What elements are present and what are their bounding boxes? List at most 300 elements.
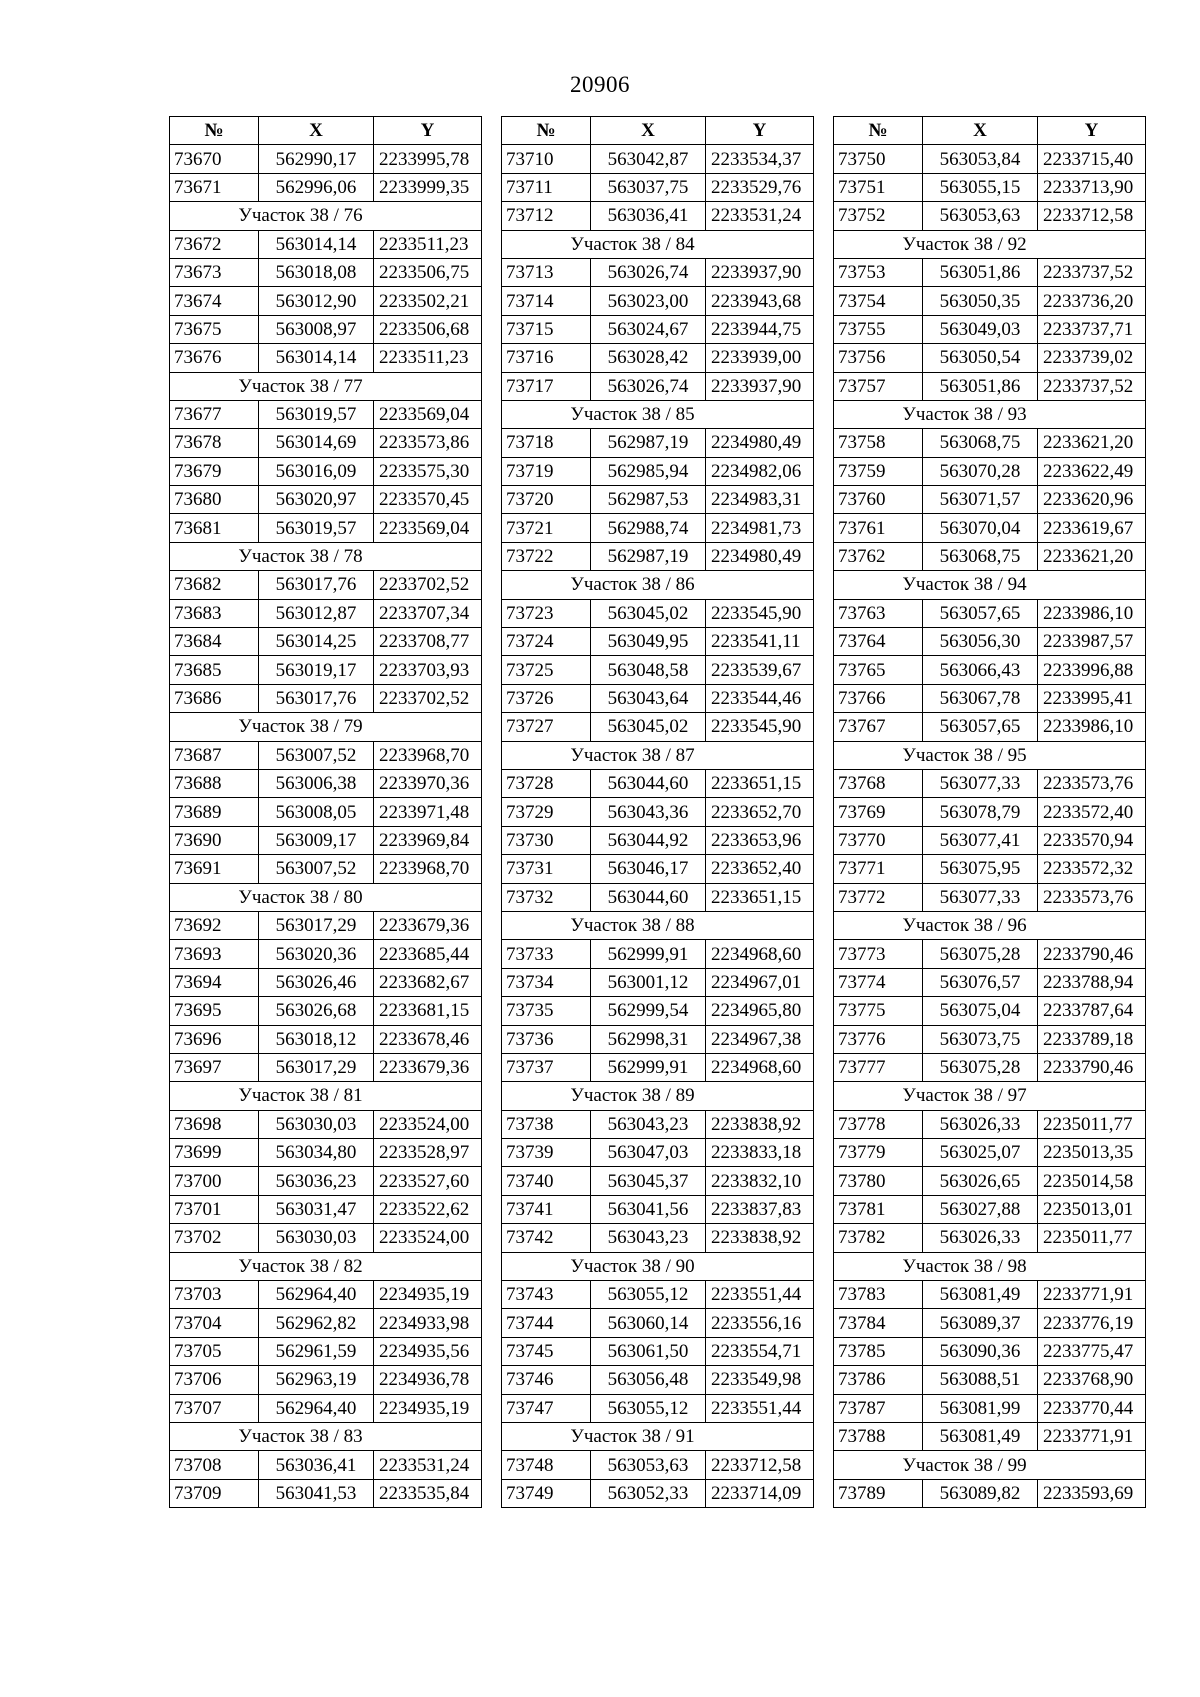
x-coordinate-cell: 563051,86 (923, 258, 1038, 286)
y-coordinate-cell: 2234980,49 (706, 429, 814, 457)
x-coordinate-cell: 563036,23 (259, 1167, 374, 1195)
table-row (170, 1224, 482, 1252)
y-coordinate-cell: 2233570,94 (1038, 826, 1146, 854)
section-row (834, 741, 1146, 769)
x-coordinate-cell: 563007,52 (259, 741, 374, 769)
table-row (502, 940, 814, 968)
x-coordinate-cell: 563060,14 (591, 1309, 706, 1337)
x-coordinate-cell: 562964,40 (259, 1281, 374, 1309)
point-number-cell: 73743 (502, 1281, 591, 1309)
y-coordinate-cell: 2233768,90 (1038, 1366, 1146, 1394)
x-coordinate-cell: 562999,91 (591, 1053, 706, 1081)
x-coordinate-cell: 563020,97 (259, 486, 374, 514)
x-coordinate-cell: 563007,52 (259, 855, 374, 883)
point-number-cell: 73762 (834, 542, 923, 570)
x-coordinate-cell: 563076,57 (923, 968, 1038, 996)
x-coordinate-cell: 563001,12 (591, 968, 706, 996)
section-row (170, 883, 482, 911)
point-number-cell: 73719 (502, 457, 591, 485)
table-row (502, 855, 814, 883)
y-coordinate-cell: 2233788,94 (1038, 968, 1146, 996)
point-number-cell: 73746 (502, 1366, 591, 1394)
x-coordinate-cell: 563043,23 (591, 1224, 706, 1252)
point-number-cell: 73780 (834, 1167, 923, 1195)
point-number-cell: 73772 (834, 883, 923, 911)
table-row (834, 1167, 1146, 1195)
point-number-cell: 73713 (502, 258, 591, 286)
table-row (170, 628, 482, 656)
x-coordinate-cell: 563017,29 (259, 1053, 374, 1081)
column-header-number: № (170, 117, 259, 145)
point-number-cell: 73747 (502, 1394, 591, 1422)
x-coordinate-cell: 563053,63 (923, 202, 1038, 230)
x-coordinate-cell: 563008,05 (259, 798, 374, 826)
table-row (834, 1195, 1146, 1223)
x-coordinate-cell: 563075,28 (923, 940, 1038, 968)
y-coordinate-cell: 2235013,01 (1038, 1195, 1146, 1223)
section-row (170, 1422, 482, 1450)
table-row (502, 542, 814, 570)
section-label: Участок 38 / 96 (834, 911, 1146, 939)
section-row (502, 571, 814, 599)
table-row (170, 230, 482, 258)
y-coordinate-cell: 2233556,16 (706, 1309, 814, 1337)
x-coordinate-cell: 563045,02 (591, 599, 706, 627)
y-coordinate-cell: 2233524,00 (374, 1224, 482, 1252)
y-coordinate-cell: 2233715,40 (1038, 145, 1146, 173)
point-number-cell: 73694 (170, 968, 259, 996)
point-number-cell: 73754 (834, 287, 923, 315)
table-row (502, 1451, 814, 1479)
point-number-cell: 73685 (170, 656, 259, 684)
y-coordinate-cell: 2234936,78 (374, 1366, 482, 1394)
y-coordinate-cell: 2233682,67 (374, 968, 482, 996)
coordinates-table-2 (501, 116, 814, 1508)
x-coordinate-cell: 563026,68 (259, 997, 374, 1025)
x-coordinate-cell: 563089,82 (923, 1479, 1038, 1507)
table-row (834, 315, 1146, 343)
table-row (502, 258, 814, 286)
y-coordinate-cell: 2233522,62 (374, 1195, 482, 1223)
x-coordinate-cell: 563026,33 (923, 1110, 1038, 1138)
section-label: Участок 38 / 91 (502, 1422, 814, 1450)
point-number-cell: 73760 (834, 486, 923, 514)
table-row (502, 1139, 814, 1167)
section-label: Участок 38 / 80 (170, 883, 482, 911)
x-coordinate-cell: 563081,49 (923, 1281, 1038, 1309)
point-number-cell: 73764 (834, 628, 923, 656)
y-coordinate-cell: 2233652,40 (706, 855, 814, 883)
y-coordinate-cell: 2233524,00 (374, 1110, 482, 1138)
point-number-cell: 73721 (502, 514, 591, 542)
column-header-number: № (834, 117, 923, 145)
y-coordinate-cell: 2233968,70 (374, 741, 482, 769)
table-row (502, 1053, 814, 1081)
table-row (170, 997, 482, 1025)
table-row (170, 1309, 482, 1337)
y-coordinate-cell: 2233527,60 (374, 1167, 482, 1195)
x-coordinate-cell: 562987,19 (591, 429, 706, 457)
x-coordinate-cell: 563009,17 (259, 826, 374, 854)
y-coordinate-cell: 2233531,24 (706, 202, 814, 230)
y-coordinate-cell: 2233681,15 (374, 997, 482, 1025)
table-row (834, 344, 1146, 372)
x-coordinate-cell: 563066,43 (923, 656, 1038, 684)
x-coordinate-cell: 563019,17 (259, 656, 374, 684)
y-coordinate-cell: 2233708,77 (374, 628, 482, 656)
y-coordinate-cell: 2233838,92 (706, 1110, 814, 1138)
point-number-cell: 73751 (834, 173, 923, 201)
x-coordinate-cell: 563020,36 (259, 940, 374, 968)
x-coordinate-cell: 562962,82 (259, 1309, 374, 1337)
coordinates-table-3 (833, 116, 1146, 1508)
y-coordinate-cell: 2233620,96 (1038, 486, 1146, 514)
point-number-cell: 73712 (502, 202, 591, 230)
table-row (502, 997, 814, 1025)
table-row (834, 713, 1146, 741)
y-coordinate-cell: 2233712,58 (1038, 202, 1146, 230)
x-coordinate-cell: 563075,95 (923, 855, 1038, 883)
table-row (834, 429, 1146, 457)
table-row (170, 1195, 482, 1223)
table-row (170, 344, 482, 372)
y-coordinate-cell: 2233939,00 (706, 344, 814, 372)
y-coordinate-cell: 2233937,90 (706, 258, 814, 286)
point-number-cell: 73784 (834, 1309, 923, 1337)
table-row (170, 1479, 482, 1507)
section-row (170, 713, 482, 741)
y-coordinate-cell: 2235013,35 (1038, 1139, 1146, 1167)
x-coordinate-cell: 563037,75 (591, 173, 706, 201)
y-coordinate-cell: 2233622,49 (1038, 457, 1146, 485)
point-number-cell: 73749 (502, 1479, 591, 1507)
table-row (502, 486, 814, 514)
section-row (834, 571, 1146, 599)
table-row (170, 968, 482, 996)
point-number-cell: 73734 (502, 968, 591, 996)
table-row (502, 798, 814, 826)
table-row (170, 855, 482, 883)
y-coordinate-cell: 2233545,90 (706, 713, 814, 741)
y-coordinate-cell: 2233653,96 (706, 826, 814, 854)
x-coordinate-cell: 563034,80 (259, 1139, 374, 1167)
point-number-cell: 73735 (502, 997, 591, 1025)
x-coordinate-cell: 563050,35 (923, 287, 1038, 315)
x-coordinate-cell: 563026,33 (923, 1224, 1038, 1252)
point-number-cell: 73714 (502, 287, 591, 315)
column-header-x: X (591, 117, 706, 145)
x-coordinate-cell: 563014,14 (259, 344, 374, 372)
x-coordinate-cell: 563019,57 (259, 400, 374, 428)
section-row (170, 1082, 482, 1110)
point-number-cell: 73696 (170, 1025, 259, 1053)
x-coordinate-cell: 563047,03 (591, 1139, 706, 1167)
table-row (834, 684, 1146, 712)
y-coordinate-cell: 2233593,69 (1038, 1479, 1146, 1507)
x-coordinate-cell: 563026,65 (923, 1167, 1038, 1195)
x-coordinate-cell: 563012,90 (259, 287, 374, 315)
y-coordinate-cell: 2233573,76 (1038, 769, 1146, 797)
table-row (502, 1309, 814, 1337)
table-row (834, 798, 1146, 826)
table-row (502, 1281, 814, 1309)
y-coordinate-cell: 2233737,71 (1038, 315, 1146, 343)
x-coordinate-cell: 563073,75 (923, 1025, 1038, 1053)
x-coordinate-cell: 563018,12 (259, 1025, 374, 1053)
point-number-cell: 73672 (170, 230, 259, 258)
x-coordinate-cell: 563068,75 (923, 542, 1038, 570)
point-number-cell: 73690 (170, 826, 259, 854)
point-number-cell: 73695 (170, 997, 259, 1025)
y-coordinate-cell: 2233943,68 (706, 287, 814, 315)
table-row (170, 145, 482, 173)
y-coordinate-cell: 2233770,44 (1038, 1394, 1146, 1422)
point-number-cell: 73679 (170, 457, 259, 485)
point-number-cell: 73771 (834, 855, 923, 883)
point-number-cell: 73726 (502, 684, 591, 712)
section-label: Участок 38 / 76 (170, 202, 482, 230)
point-number-cell: 73756 (834, 344, 923, 372)
x-coordinate-cell: 563044,92 (591, 826, 706, 854)
table-row (834, 258, 1146, 286)
y-coordinate-cell: 2233679,36 (374, 911, 482, 939)
point-number-cell: 73686 (170, 684, 259, 712)
x-coordinate-cell: 563055,12 (591, 1281, 706, 1309)
column-header-y: Y (1038, 117, 1146, 145)
point-number-cell: 73711 (502, 173, 591, 201)
x-coordinate-cell: 563049,95 (591, 628, 706, 656)
x-coordinate-cell: 563045,37 (591, 1167, 706, 1195)
x-coordinate-cell: 563077,33 (923, 883, 1038, 911)
table-row (834, 173, 1146, 201)
point-number-cell: 73693 (170, 940, 259, 968)
table-header-row (834, 117, 1146, 145)
x-coordinate-cell: 563014,25 (259, 628, 374, 656)
point-number-cell: 73680 (170, 486, 259, 514)
section-label: Участок 38 / 97 (834, 1082, 1146, 1110)
y-coordinate-cell: 2234935,19 (374, 1394, 482, 1422)
table-row (170, 514, 482, 542)
section-label: Участок 38 / 87 (502, 741, 814, 769)
y-coordinate-cell: 2233651,15 (706, 769, 814, 797)
point-number-cell: 73774 (834, 968, 923, 996)
x-coordinate-cell: 563067,78 (923, 684, 1038, 712)
point-number-cell: 73738 (502, 1110, 591, 1138)
table-row (170, 599, 482, 627)
table-row (502, 429, 814, 457)
x-coordinate-cell: 563036,41 (591, 202, 706, 230)
y-coordinate-cell: 2233771,91 (1038, 1281, 1146, 1309)
y-coordinate-cell: 2233986,10 (1038, 599, 1146, 627)
point-number-cell: 73739 (502, 1139, 591, 1167)
y-coordinate-cell: 2235014,58 (1038, 1167, 1146, 1195)
y-coordinate-cell: 2233789,18 (1038, 1025, 1146, 1053)
table-row (834, 1281, 1146, 1309)
point-number-cell: 73742 (502, 1224, 591, 1252)
table-row (502, 344, 814, 372)
point-number-cell: 73767 (834, 713, 923, 741)
table-row (502, 145, 814, 173)
y-coordinate-cell: 2233702,52 (374, 571, 482, 599)
table-row (834, 542, 1146, 570)
y-coordinate-cell: 2233535,84 (374, 1479, 482, 1507)
y-coordinate-cell: 2233702,52 (374, 684, 482, 712)
x-coordinate-cell: 563075,28 (923, 1053, 1038, 1081)
table-row (170, 571, 482, 599)
x-coordinate-cell: 563014,69 (259, 429, 374, 457)
point-number-cell: 73769 (834, 798, 923, 826)
section-row (502, 400, 814, 428)
point-number-cell: 73776 (834, 1025, 923, 1053)
y-coordinate-cell: 2233528,97 (374, 1139, 482, 1167)
table-row (502, 287, 814, 315)
x-coordinate-cell: 563008,97 (259, 315, 374, 343)
y-coordinate-cell: 2233678,46 (374, 1025, 482, 1053)
y-coordinate-cell: 2233572,40 (1038, 798, 1146, 826)
point-number-cell: 73675 (170, 315, 259, 343)
table-header-row (170, 117, 482, 145)
x-coordinate-cell: 563017,76 (259, 571, 374, 599)
section-label: Участок 38 / 84 (502, 230, 814, 258)
x-coordinate-cell: 562964,40 (259, 1394, 374, 1422)
point-number-cell: 73788 (834, 1422, 923, 1450)
table-row (170, 315, 482, 343)
table-row (170, 684, 482, 712)
table-row (834, 202, 1146, 230)
y-coordinate-cell: 2233651,15 (706, 883, 814, 911)
point-number-cell: 73759 (834, 457, 923, 485)
table-row (502, 628, 814, 656)
y-coordinate-cell: 2233539,67 (706, 656, 814, 684)
y-coordinate-cell: 2233685,44 (374, 940, 482, 968)
section-label: Участок 38 / 81 (170, 1082, 482, 1110)
y-coordinate-cell: 2234935,19 (374, 1281, 482, 1309)
section-label: Участок 38 / 99 (834, 1451, 1146, 1479)
table-row (502, 315, 814, 343)
x-coordinate-cell: 563030,03 (259, 1224, 374, 1252)
y-coordinate-cell: 2233619,67 (1038, 514, 1146, 542)
section-row (834, 911, 1146, 939)
x-coordinate-cell: 563050,54 (923, 344, 1038, 372)
y-coordinate-cell: 2233569,04 (374, 400, 482, 428)
section-label: Участок 38 / 89 (502, 1082, 814, 1110)
point-number-cell: 73777 (834, 1053, 923, 1081)
y-coordinate-cell: 2234967,38 (706, 1025, 814, 1053)
x-coordinate-cell: 563006,38 (259, 769, 374, 797)
table-row (502, 968, 814, 996)
table-row (834, 145, 1146, 173)
point-number-cell: 73677 (170, 400, 259, 428)
point-number-cell: 73731 (502, 855, 591, 883)
table-row (834, 514, 1146, 542)
y-coordinate-cell: 2233996,88 (1038, 656, 1146, 684)
x-coordinate-cell: 562987,19 (591, 542, 706, 570)
table-row (502, 173, 814, 201)
x-coordinate-cell: 563031,47 (259, 1195, 374, 1223)
table-row (170, 1451, 482, 1479)
x-coordinate-cell: 562999,54 (591, 997, 706, 1025)
y-coordinate-cell: 2233739,02 (1038, 344, 1146, 372)
y-coordinate-cell: 2234983,31 (706, 486, 814, 514)
x-coordinate-cell: 563056,48 (591, 1366, 706, 1394)
point-number-cell: 73728 (502, 769, 591, 797)
y-coordinate-cell: 2233531,24 (374, 1451, 482, 1479)
point-number-cell: 73716 (502, 344, 591, 372)
point-number-cell: 73710 (502, 145, 591, 173)
table-row (502, 1167, 814, 1195)
y-coordinate-cell: 2233572,32 (1038, 855, 1146, 883)
x-coordinate-cell: 563077,41 (923, 826, 1038, 854)
point-number-cell: 73723 (502, 599, 591, 627)
section-row (502, 230, 814, 258)
point-number-cell: 73761 (834, 514, 923, 542)
x-coordinate-cell: 563075,04 (923, 997, 1038, 1025)
x-coordinate-cell: 563025,07 (923, 1139, 1038, 1167)
y-coordinate-cell: 2233506,75 (374, 258, 482, 286)
y-coordinate-cell: 2233502,21 (374, 287, 482, 315)
table-row (170, 1025, 482, 1053)
y-coordinate-cell: 2234968,60 (706, 940, 814, 968)
point-number-cell: 73763 (834, 599, 923, 627)
section-row (502, 1252, 814, 1280)
table-row (834, 1309, 1146, 1337)
point-number-cell: 73704 (170, 1309, 259, 1337)
x-coordinate-cell: 563019,57 (259, 514, 374, 542)
table-row (170, 656, 482, 684)
y-coordinate-cell: 2233986,10 (1038, 713, 1146, 741)
section-row (834, 400, 1146, 428)
column-header-x: X (259, 117, 374, 145)
y-coordinate-cell: 2233787,64 (1038, 997, 1146, 1025)
y-coordinate-cell: 2235011,77 (1038, 1224, 1146, 1252)
table-row (170, 911, 482, 939)
table-row (834, 940, 1146, 968)
y-coordinate-cell: 2233713,90 (1038, 173, 1146, 201)
y-coordinate-cell: 2233971,48 (374, 798, 482, 826)
point-number-cell: 73681 (170, 514, 259, 542)
section-label: Участок 38 / 93 (834, 400, 1146, 428)
table-row (834, 997, 1146, 1025)
table-row (170, 429, 482, 457)
x-coordinate-cell: 563036,41 (259, 1451, 374, 1479)
table-row (170, 798, 482, 826)
x-coordinate-cell: 562985,94 (591, 457, 706, 485)
x-coordinate-cell: 563068,75 (923, 429, 1038, 457)
section-label: Участок 38 / 83 (170, 1422, 482, 1450)
y-coordinate-cell: 2234982,06 (706, 457, 814, 485)
y-coordinate-cell: 2233832,10 (706, 1167, 814, 1195)
y-coordinate-cell: 2233621,20 (1038, 429, 1146, 457)
table-row (502, 1394, 814, 1422)
x-coordinate-cell: 563090,36 (923, 1337, 1038, 1365)
y-coordinate-cell: 2234933,98 (374, 1309, 482, 1337)
point-number-cell: 73707 (170, 1394, 259, 1422)
table-row (502, 826, 814, 854)
table-row (502, 769, 814, 797)
point-number-cell: 73727 (502, 713, 591, 741)
x-coordinate-cell: 563014,14 (259, 230, 374, 258)
x-coordinate-cell: 563049,03 (923, 315, 1038, 343)
table-row (502, 883, 814, 911)
point-number-cell: 73732 (502, 883, 591, 911)
table-row (170, 1281, 482, 1309)
y-coordinate-cell: 2235011,77 (1038, 1110, 1146, 1138)
x-coordinate-cell: 563044,60 (591, 883, 706, 911)
table-row (502, 514, 814, 542)
y-coordinate-cell: 2234967,01 (706, 968, 814, 996)
x-coordinate-cell: 562963,19 (259, 1366, 374, 1394)
table-row (502, 1366, 814, 1394)
